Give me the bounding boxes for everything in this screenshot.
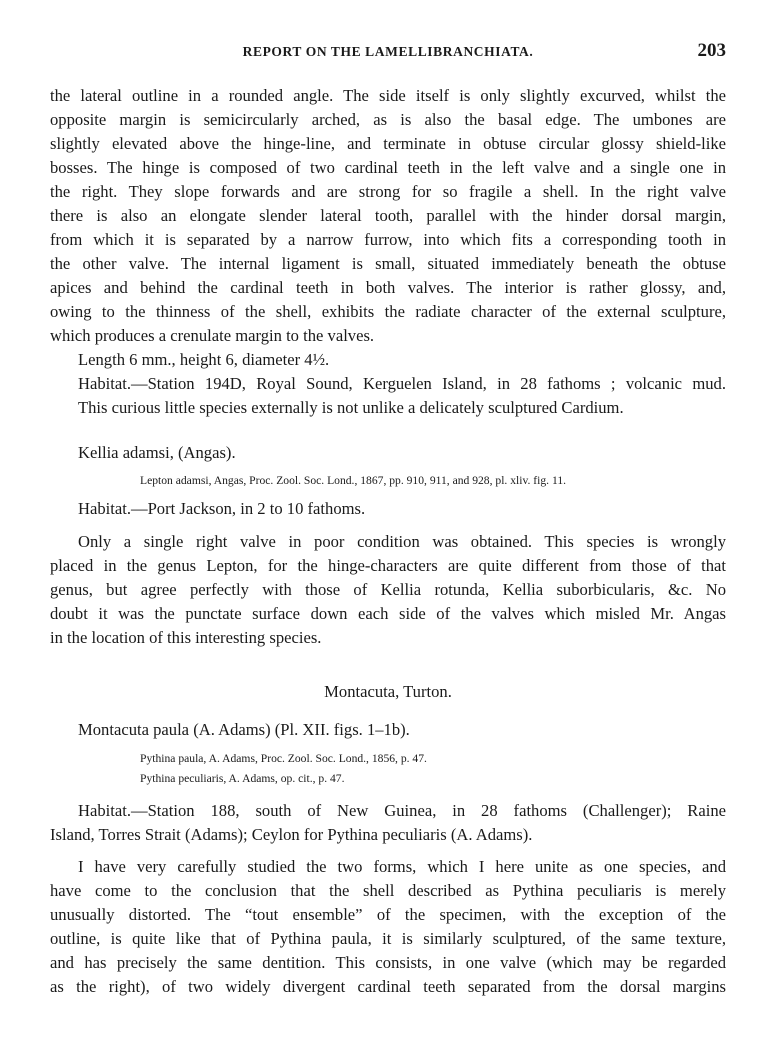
synonym-reference: Lepton adamsi, Angas, Proc. Zool. Soc. Lond., 1867, pp. 910, 911, and 928, pl. xliv. fig. 11. xyxy=(140,474,567,487)
habitat-line: Island, Torres Strait (Adams); Ceylon for Pythina peculiaris (A. Adams). xyxy=(50,825,533,844)
habitat-line: Habitat.—Station 188, south of New Guinea, in 28 fathoms (Challenger); Raine xyxy=(78,801,726,820)
text-line: the lateral outline in a rounded angle. The side itself is only slightly excurved, whilst the xyxy=(50,86,726,105)
text-line: placed in the genus Lepton, for the hinge-characters are quite different from those of that xyxy=(50,556,726,575)
text-line: there is also an elongate slender lateral tooth, parallel with the hinder dorsal margin, xyxy=(50,206,726,225)
habitat-line: Habitat.—Station 194D, Royal Sound, Kerguelen Island, in 28 fathoms ; volcanic mud. xyxy=(78,374,726,393)
text-line: owing to the thinness of the shell, exhibits the radiate character of the external sculpture, xyxy=(50,302,726,321)
text-line: doubt it was the punctate surface down each side of the valves which misled Mr. Angas xyxy=(50,604,726,623)
synonym-reference: Pythina paula, A. Adams, Proc. Zool. Soc. Lond., 1856, p. 47. xyxy=(140,752,427,765)
text-line: apices and behind the cardinal teeth in both valves. The interior is rather glossy, and, xyxy=(50,278,726,297)
species-heading: Montacuta paula (A. Adams) (Pl. XII. figs. 1–1b). xyxy=(78,720,410,739)
text-line: slightly elevated above the hinge-line, and terminate in obtuse circular glossy shield-like xyxy=(50,134,726,153)
text-line: unusually distorted. The “tout ensemble” of the specimen, with the exception of the xyxy=(50,905,726,924)
synonym-reference: Pythina peculiaris, A. Adams, op. cit., p. 47. xyxy=(140,772,345,785)
text-line: the other valve. The internal ligament is small, situated immediately beneath the obtuse xyxy=(50,254,726,273)
text-line: which produces a crenulate margin to the valves. xyxy=(50,326,375,345)
text-line: have come to the conclusion that the shell described as Pythina peculiaris is merely xyxy=(50,881,726,900)
text-line: Only a single right valve in poor condition was obtained. This species is wrongly xyxy=(78,532,726,551)
genus-heading: Montacuta, Turton. xyxy=(324,682,452,701)
text-line: opposite margin is semicircularly arched, as is also the basal edge. The umbones are xyxy=(50,110,726,129)
text-line: from which it is separated by a narrow furrow, into which fits a corresponding tooth in xyxy=(50,230,726,249)
text-line: the right. They slope forwards and are strong for so fragile a shell. In the right valve xyxy=(50,182,726,201)
text-line: outline, is quite like that of Pythina paula, it is similarly sculptured, of the same texture, xyxy=(50,929,726,948)
page-number: 203 xyxy=(697,40,726,61)
text-line: in the location of this interesting species. xyxy=(50,628,322,647)
text-line: genus, but agree perfectly with those of Kellia rotunda, Kellia suborbicularis, &c. No xyxy=(50,580,726,599)
text-line: as the right), of two widely divergent cardinal teeth separated from the dorsal margins xyxy=(50,977,726,996)
text-line: and has precisely the same dentition. This consists, in one valve (which may be regarded xyxy=(50,953,726,972)
habitat-line: Habitat.—Port Jackson, in 2 to 10 fathoms. xyxy=(78,499,366,518)
measurements-line: Length 6 mm., height 6, diameter 4½. xyxy=(78,350,330,369)
running-title: REPORT ON THE LAMELLIBRANCHIATA. xyxy=(242,44,534,59)
text-line: I have very carefully studied the two forms, which I here unite as one species, and xyxy=(78,857,726,876)
remark-line: This curious little species externally is not unlike a delicately sculptured Cardium. xyxy=(78,398,624,417)
text-line: bosses. The hinge is composed of two cardinal teeth in the left valve and a single one in xyxy=(50,158,726,177)
species-heading: Kellia adamsi, (Angas). xyxy=(78,443,236,462)
page-header xyxy=(50,40,726,64)
